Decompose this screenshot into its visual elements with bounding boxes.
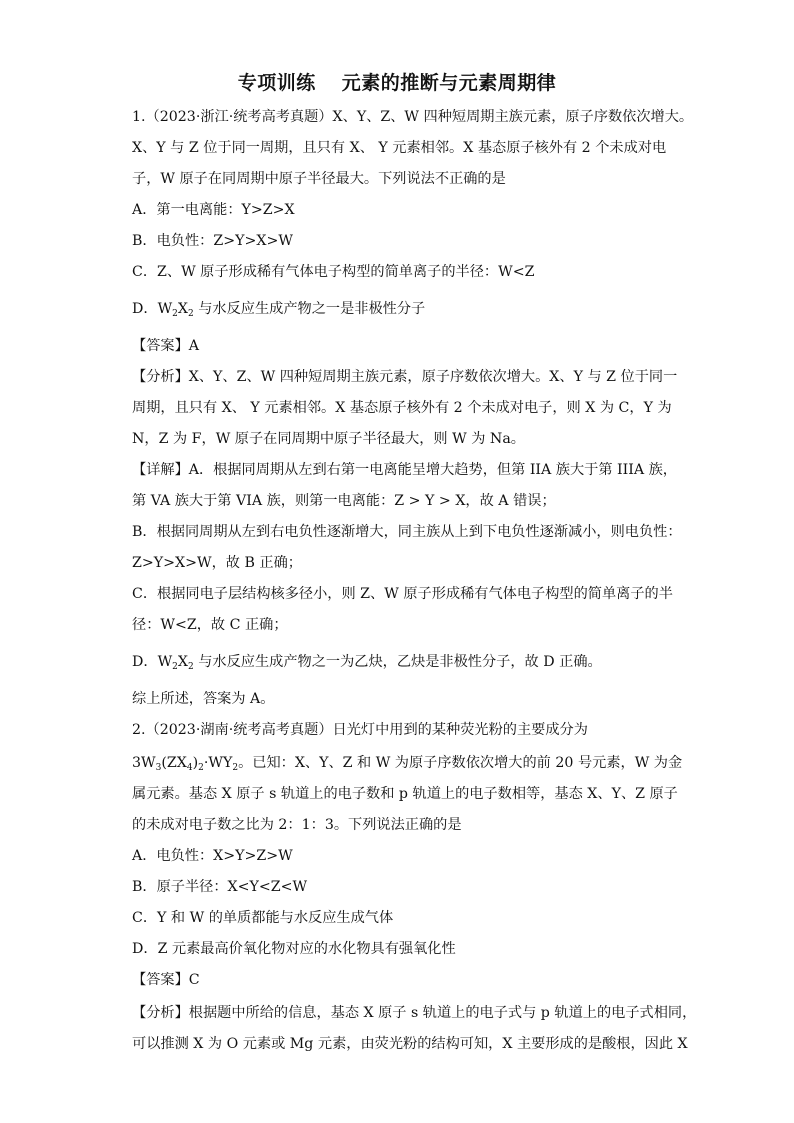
q1d-a: D．W bbox=[132, 301, 173, 317]
q2f-b: 3 bbox=[155, 763, 162, 773]
q1-analysis-line2: 周期，且只有 X、 Y 元素相邻。X 基态原子核外有 2 个未成对电子，则 X 为 C，Y 为 bbox=[132, 400, 672, 416]
q1-detail-line6: 径：W<Z，故 C 正确； bbox=[132, 617, 288, 633]
q2-option-c: C．Y 和 W 的单质都能与水反应生成气体 bbox=[132, 910, 394, 926]
q2-stem-line3: 属元素。基态 X 原子 s 轨道上的电子数和 p 轨道上的电子数相等，基态 X、Y、Z 原子 bbox=[132, 786, 678, 802]
q1det-a: D．W bbox=[132, 654, 173, 670]
q2f-a: 3W bbox=[132, 755, 156, 771]
q1-detail-line4: Z>Y>X>W，故 B 正确； bbox=[132, 555, 302, 571]
q2-analysis-line1: 【分析】根据题中所给的信息，基态 X 原子 s 轨道上的电子式与 p 轨道上的电子式相同， bbox=[132, 1005, 697, 1021]
q2f-d: 4 bbox=[186, 763, 193, 773]
q1det-b: 2 bbox=[172, 662, 178, 672]
q1-analysis-line3: N，Z 为 F，W 原子在同周期中原子半径最大，则 W 为 Na。 bbox=[132, 431, 525, 447]
q1det-c: X bbox=[177, 654, 188, 670]
q1-stem-line3: 子，W 原子在同周期中原子半径最大。下列说法不正确的是 bbox=[132, 171, 506, 187]
q2-option-a: A．电负性：X>Y>Z>W bbox=[132, 848, 293, 864]
q2f-i: 。已知：X、Y、Z 和 W 为原子序数依次增大的前 20 号元素，W 为金 bbox=[238, 755, 683, 771]
q1d-c: X bbox=[177, 301, 188, 317]
q2f-h: 2 bbox=[232, 763, 239, 773]
q1d-e: 与水反应生成产物之一是非极性分子 bbox=[193, 301, 426, 317]
q1-analysis-line1: 【分析】X、Y、Z、W 四种短周期主族元素，原子序数依次增大。X、Y 与 Z 位于同一 bbox=[132, 369, 678, 385]
q1-summary: 综上所述，答案为 A。 bbox=[132, 691, 275, 707]
q2f-g: ·WY bbox=[203, 755, 233, 771]
q1d-b: 2 bbox=[172, 309, 178, 319]
q1-stem-line2: X、Y 与 Z 位于同一周期，且只有 X、 Y 元素相邻。X 基态原子核外有 2 个未成对电 bbox=[132, 140, 667, 156]
q1-option-c: C．Z、W 原子形成稀有气体电子构型的简单离子的半径：W<Z bbox=[132, 264, 535, 280]
q1det-e: 与水反应生成产物之一为乙炔，乙炔是非极性分子，故 D 正确。 bbox=[193, 654, 602, 670]
q1-option-d bbox=[132, 299, 672, 319]
q1-option-a: A．第一电离能：Y>Z>X bbox=[132, 202, 295, 218]
q2-stem-line1: 2.（2023·湖南·统考高考真题）日光灯中用到的某种荧光粉的主要成分为 bbox=[132, 722, 588, 738]
q1-detail-line3: B．根据同周期从左到右电负性逐渐增大，同主族从上到下电负性逐渐减小，则电负性： bbox=[132, 524, 682, 540]
title-part2: 元素的推断与元素周期律 bbox=[341, 72, 557, 94]
q2f-f: 2 bbox=[198, 763, 204, 773]
q1-detail-line1: 【详解】A．根据同周期从左到右第一电离能呈增大趋势，但第 IIA 族大于第 IIIA 族， bbox=[132, 462, 677, 478]
q1-detail-line7 bbox=[132, 652, 672, 672]
q1d-d: 2 bbox=[188, 309, 194, 319]
q2-answer: 【答案】C bbox=[132, 972, 200, 988]
q1-option-b: B．电负性：Z>Y>X>W bbox=[132, 233, 293, 249]
page-title bbox=[0, 68, 794, 95]
q1-detail-line2: 第 VA 族大于第 VIA 族，则第一电离能：Z > Y > X，故 A 错误； bbox=[132, 493, 556, 509]
title-part1: 专项训练 bbox=[237, 72, 316, 94]
q2-option-d: D．Z 元素最高价氧化物对应的水化物具有强氧化性 bbox=[132, 941, 456, 957]
q2f-c: (ZX bbox=[161, 755, 187, 771]
q1-stem-line1: 1.（2023·浙江·统考高考真题）X、Y、Z、W 四种短周期主族元素，原子序数依次增大。 bbox=[132, 109, 694, 125]
q2f-e: ) bbox=[192, 755, 199, 771]
q2-stem-line2 bbox=[132, 753, 683, 773]
q2-option-b: B．原子半径：X<Y<Z<W bbox=[132, 879, 308, 895]
q1-detail-line5: C．根据同电子层结构核多径小，则 Z、W 原子形成稀有气体电子构型的简单离子的半 bbox=[132, 586, 673, 602]
q1det-d: 2 bbox=[188, 662, 194, 672]
q2-analysis-line2: 可以推测 X 为 O 元素或 Mg 元素，由荧光粉的结构可知，X 主要形成的是酸根，因此 X bbox=[132, 1036, 688, 1052]
q1-answer: 【答案】A bbox=[132, 338, 199, 354]
q2-stem-line4: 的未成对电子数之比为 2：1：3。下列说法正确的是 bbox=[132, 817, 462, 833]
